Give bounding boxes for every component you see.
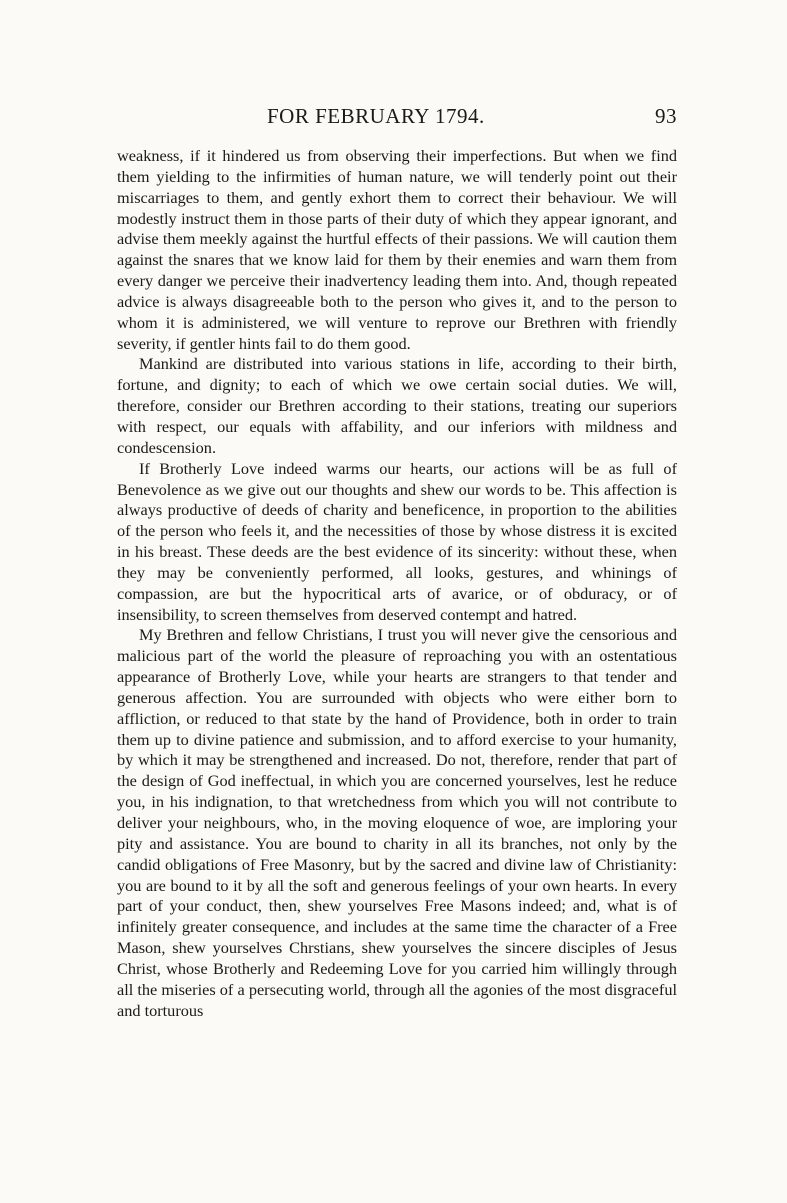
page-number: 93 <box>655 104 677 128</box>
paragraph: If Brotherly Love indeed warms our hearts, our actions will be as full of Benevolence as we give out our thoughts and shew our words to be. This affection is always productive of deeds of charity and beneficence, in proportion to the abilities of the person who feels it, and the necessities of those by whose distress it is excited in his breast. These deeds are the best evidence of its sincerity: without these, when they may be conveniently performed, all looks, gestures, and whinings of compassion, are but the hypocritical arts of avarice, or of obduracy, or of insensibility, to screen themselves from deserved contempt and hatred. <box>117 458 677 624</box>
running-head: FOR FEBRUARY 1794. <box>267 104 485 128</box>
body-text <box>117 146 677 1021</box>
paragraph: My Brethren and fellow Christians, I trust you will never give the censorious and malicious part of the world the pleasure of reproaching you with an ostentatious appearance of Brotherly Love, while your hearts are strangers to that tender and generous affection. You are surrounded with objects who were either born to affliction, or reduced to that state by the hand of Providence, both in order to train them up to divine patience and submission, and to afford exercise to your humanity, by which it may be strengthened and increased. Do not, therefore, render that part of the design of God ineffectual, in which you are concerned yourselves, lest he reduce you, in his indignation, to that wretchedness from which you will not contribute to deliver your neighbours, who, in the moving eloquence of woe, are imploring your pity and assistance. You are bound to charity in all its branches, not only by the candid obligations of Free Masonry, but by the sacred and divine law of Christianity: you are bound to it by all the soft and generous feelings of your own hearts. In every part of your conduct, then, shew yourselves Free Masons indeed; and, what is of infinitely greater consequence, and includes at the same time the character of a Free Mason, shew yourselves Chrstians, shew yourselves the sincere disciples of Jesus Christ, whose Brotherly and Redeeming Love for you carried him willingly through all the miseries of a persecuting world, through all the agonies of the most disgraceful and torturous <box>117 625 677 1020</box>
page-header <box>117 104 677 130</box>
paragraph: Mankind are distributed into various stations in life, according to their birth, fortune, and dignity; to each of which we owe certain social duties. We will, therefore, consider our Brethren according to their stations, treating our superiors with respect, our equals with affability, and our inferiors with mildness and condescension. <box>117 354 677 457</box>
paragraph-continued: weakness, if it hindered us from observing their imperfections. But when we find them yielding to the infirmities of human nature, we will tenderly point out their miscarriages to them, and gently exhort them to correct their behaviour. We will modestly instruct them in those parts of their duty of which they appear ignorant, and advise them meekly against the hurtful effects of their passions. We will caution them against the snares that we know laid for them by their enemies and warn them from every danger we perceive their inadvertency leading them into. And, though repeated advice is always disagreeable both to the person who gives it, and to the person to whom it is administered, we will venture to reprove our Brethren with friendly severity, if gentler hints fail to do them good. <box>117 146 677 353</box>
